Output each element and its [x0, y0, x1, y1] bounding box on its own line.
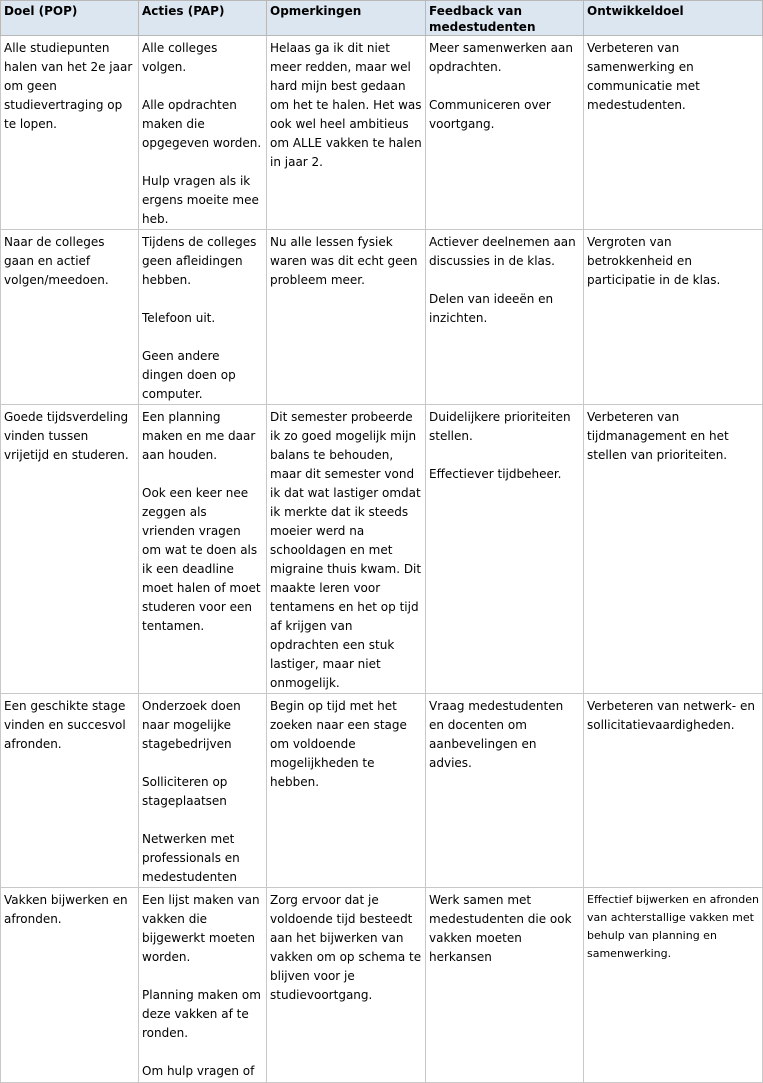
- header-acties: Acties (PAP): [139, 1, 267, 36]
- cell-opmerkingen: Begin op tijd met het zoeken naar een stage om voldoende mogelijkheden te hebben.: [267, 694, 426, 888]
- action-item: Hulp vragen als ik ergens moeite mee heb.: [142, 174, 259, 226]
- header-feedback: Feedback van medestudenten: [426, 1, 584, 36]
- table-row: [1, 230, 763, 405]
- action-item: Solliciteren op stageplaatsen: [142, 775, 228, 808]
- action-item: Onderzoek doen naar mogelijke stagebedrijven: [142, 699, 241, 751]
- cell-acties: [139, 694, 267, 888]
- feedback-item: Vraag medestudenten en docenten om aanbevelingen en advies.: [429, 699, 564, 770]
- cell-feedback: [426, 405, 584, 694]
- cell-feedback: [426, 888, 584, 1083]
- cell-feedback: [426, 230, 584, 405]
- header-ontwikkeldoel: Ontwikkeldoel: [584, 1, 763, 36]
- action-item: Alle opdrachten maken die opgegeven worden.: [142, 98, 262, 150]
- cell-doel: Een geschikte stage vinden en succesvol afronden.: [1, 694, 139, 888]
- action-item: Ook een keer nee zeggen als vrienden vragen om wat te doen als ik een deadline moet halen of moet studeren voor een tentamen.: [142, 486, 261, 633]
- action-item: Planning maken om deze vakken af te ronden.: [142, 988, 261, 1040]
- feedback-item: Delen van ideeën en inzichten.: [429, 292, 554, 325]
- feedback-item: Meer samenwerken aan opdrachten.: [429, 41, 573, 74]
- table-row: [1, 405, 763, 694]
- action-item: Netwerken met professionals en medestudenten: [142, 832, 240, 884]
- action-item: Geen andere dingen doen op computer.: [142, 349, 236, 401]
- feedback-item: Duidelijkere prioriteiten stellen.: [429, 410, 571, 443]
- cell-ontwikkeldoel: Vergroten van betrokkenheid en participatie in de klas.: [584, 230, 763, 405]
- cell-acties: [139, 888, 267, 1083]
- cell-ontwikkeldoel: Effectief bijwerken en afronden van achterstallige vakken met behulp van planning en samenwerking.: [584, 888, 763, 1083]
- cell-acties: [139, 405, 267, 694]
- cell-acties: [139, 230, 267, 405]
- cell-feedback: [426, 36, 584, 230]
- action-item: Een lijst maken van vakken die bijgewerkt moeten worden.: [142, 893, 260, 964]
- action-item: Om hulp vragen of: [142, 1064, 255, 1078]
- cell-opmerkingen: Nu alle lessen fysiek waren was dit echt geen probleem meer.: [267, 230, 426, 405]
- cell-opmerkingen: Dit semester probeerde ik zo goed mogelijk mijn balans te behouden, maar dit semester vond ik dat wat lastiger omdat ik merkte dat ik steeds moeier werd na schooldagen en met migraine thuis kwam. Dit maakte leren voor tentamens en het op tijd af krijgen van opdrachten een stuk lastiger, maar niet onmogelijk.: [267, 405, 426, 694]
- table-row: [1, 36, 763, 230]
- action-item: Een planning maken en me daar aan houden.: [142, 410, 256, 462]
- cell-doel: Alle studiepunten halen van het 2e jaar om geen studievertraging op te lopen.: [1, 36, 139, 230]
- header-row: [1, 1, 763, 36]
- action-item: Tijdens de colleges geen afleidingen hebben.: [142, 235, 257, 287]
- cell-opmerkingen: Helaas ga ik dit niet meer redden, maar wel hard mijn best gedaan om het te halen. Het was ook wel heel ambitieus om ALLE vakken te halen in jaar 2.: [267, 36, 426, 230]
- cell-feedback: [426, 694, 584, 888]
- cell-doel: Naar de colleges gaan en actief volgen/meedoen.: [1, 230, 139, 405]
- cell-acties: [139, 36, 267, 230]
- header-opmerkingen: Opmerkingen: [267, 1, 426, 36]
- cell-doel: Vakken bijwerken en afronden.: [1, 888, 139, 1083]
- cell-ontwikkeldoel: Verbeteren van netwerk- en sollicitatievaardigheden.: [584, 694, 763, 888]
- feedback-item: Actiever deelnemen aan discussies in de klas.: [429, 235, 576, 268]
- table-row: [1, 694, 763, 888]
- feedback-item: Effectiever tijdbeheer.: [429, 467, 562, 481]
- table-row: [1, 888, 763, 1083]
- cell-opmerkingen: Zorg ervoor dat je voldoende tijd besteedt aan het bijwerken van vakken om op schema te blijven voor je studievoortgang.: [267, 888, 426, 1083]
- feedback-item: Communiceren over voortgang.: [429, 98, 551, 131]
- cell-ontwikkeldoel: Verbeteren van tijdmanagement en het stellen van prioriteiten.: [584, 405, 763, 694]
- action-item: Telefoon uit.: [142, 311, 216, 325]
- action-item: Alle colleges volgen.: [142, 41, 218, 74]
- cell-ontwikkeldoel: Verbeteren van samenwerking en communicatie met medestudenten.: [584, 36, 763, 230]
- cell-doel: Goede tijdsverdeling vinden tussen vrijetijd en studeren.: [1, 405, 139, 694]
- header-doel: Doel (POP): [1, 1, 139, 36]
- feedback-item: Werk samen met medestudenten die ook vakken moeten herkansen: [429, 893, 572, 964]
